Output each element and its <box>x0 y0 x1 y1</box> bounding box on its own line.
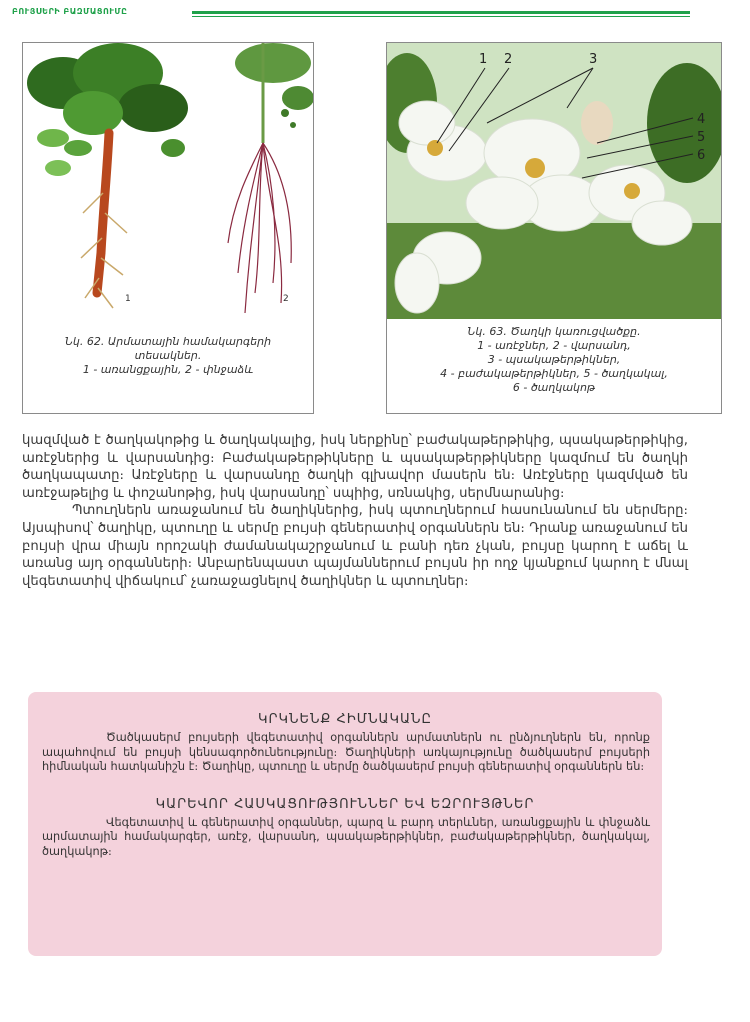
figure1-caption <box>27 335 309 377</box>
figure2-caption-line: 4 - բաժակաթերթիկներ, 5 - ծաղկակալ, <box>440 367 668 380</box>
summary-box <box>28 692 662 956</box>
figure2-caption-line: 1 - առէջներ, 2 - վարսանդ, <box>477 339 631 352</box>
figure2-caption-line: Նկ. 63. Ծաղկի կառուցվածքը. <box>467 325 641 338</box>
figure1-caption-line: 1 - առանցքային, 2 - փնջաձև <box>82 363 254 376</box>
key-terms-heading: ԿԱՐԵՎՈՐ ՀԱՍԿԱՑՈՒԹՅՈՒՆՆԵՐ ԵՎ ԵԶՐՈՒՅԹՆԵՐ <box>155 796 535 812</box>
figure2-caption-line: 6 - ծաղկակոթ <box>512 381 596 394</box>
figure2-caption <box>391 325 717 395</box>
body-text <box>22 432 688 590</box>
callout-3: 3 <box>589 52 598 67</box>
body-paragraph: կազմված է ծաղկակոթից և ծաղկակալից, իսկ ներքինը՝ բաժակաթերթիկից, պսակաթերթիկից, առէջներից և վարսանդից։ Բաժակաթերթիկները և պսակաթերթիկները կազմում են ծաղկի ծաղկապատը։ Առէջները և վարսանդը ծաղկի գլխավոր մասերն են։ Առէջները կազմված են առէջաթելից և փոշանոթից, իսկ վարսանդը՝ սպիից, սռնակից, սերմնարանից։ <box>22 433 688 501</box>
callout-1: 1 <box>479 52 488 67</box>
figure-root-systems <box>22 42 314 414</box>
page-header <box>0 6 690 22</box>
flower-bud <box>581 101 613 145</box>
figure-flower-structure <box>386 42 722 414</box>
summary-text: Ծածկասերմ բույսերի վեգետատիվ օրգաններն արմատներն ու ընձյուղներն են, որոնք ապահովում են բույսի կենսագործունեությունը։ Ծաղիկների առկայությունը ծածկասերմ բույսերի հիմնական հատկանիշն է։ Ծաղիկը, պտուղը և սերմը ծածկասերմ բույսի գեներատիվ օրգաններն են։ <box>42 731 650 774</box>
figure2-caption-line: 3 - պսակաթերթիկներ, <box>487 353 621 366</box>
running-header-title: ԲՈՒՅՍԵՐԻ ԲԱԶՄԱՑՈՒՄԸ <box>12 7 128 16</box>
fibrous-roots <box>228 143 291 313</box>
figure1-caption-line: Նկ. 62. Արմատային համակարգերի <box>64 335 272 348</box>
flower-photo <box>387 43 721 319</box>
callout-4: 4 <box>697 112 706 127</box>
fibrous-plant-foliage <box>235 43 313 143</box>
callout-2: 2 <box>504 52 513 67</box>
body-paragraph: Պտուղներն առաջանում են ծաղիկներից, իսկ պտուղներում հասունանում են սերմերը։ Այսպիսով՝ ծաղիկը, պտուղը և սերմը բույսի գեներատիվ օրգաններն են։ Դրանք առաջանում են բույսի վրա միայն որոշակի ժամանակաշրջանում և բանի դեռ չկան, բույսը կարող է աճել և առանց այդ օրգանների։ Անբարենպաստ պայմաններում բույսն իր ողջ կյանքում կարող է մնալ վեգետատիվ վիճակում՝ չառաջացնելով ծաղիկներ և պտուղներ։ <box>22 503 688 589</box>
callout-6: 6 <box>697 148 706 163</box>
callout-5: 5 <box>697 130 706 145</box>
key-terms-text: Վեգետատիվ և գեներատիվ օրգաններ, պարզ և բարդ տերևներ, առանցքային և փնջաձև արմատային համակարգեր, առէջ, վարսանդ, պսակաթերթիկներ, բաժակաթերթիկներ, ծաղկակալ, ծաղկակոթ։ <box>42 815 650 858</box>
figure1-label-2: 2 <box>283 294 289 304</box>
header-rule-thin <box>192 16 690 17</box>
root-systems-photo <box>23 43 313 333</box>
figure1-label-1: 1 <box>125 294 131 304</box>
header-rule-thick <box>192 11 690 14</box>
taproot <box>81 133 127 308</box>
figure1-caption-line: տեսակներ. <box>134 349 202 362</box>
summary-heading: ԿՐԿՆԵՆՔ ՀԻՄՆԱԿԱՆԸ <box>258 712 432 727</box>
